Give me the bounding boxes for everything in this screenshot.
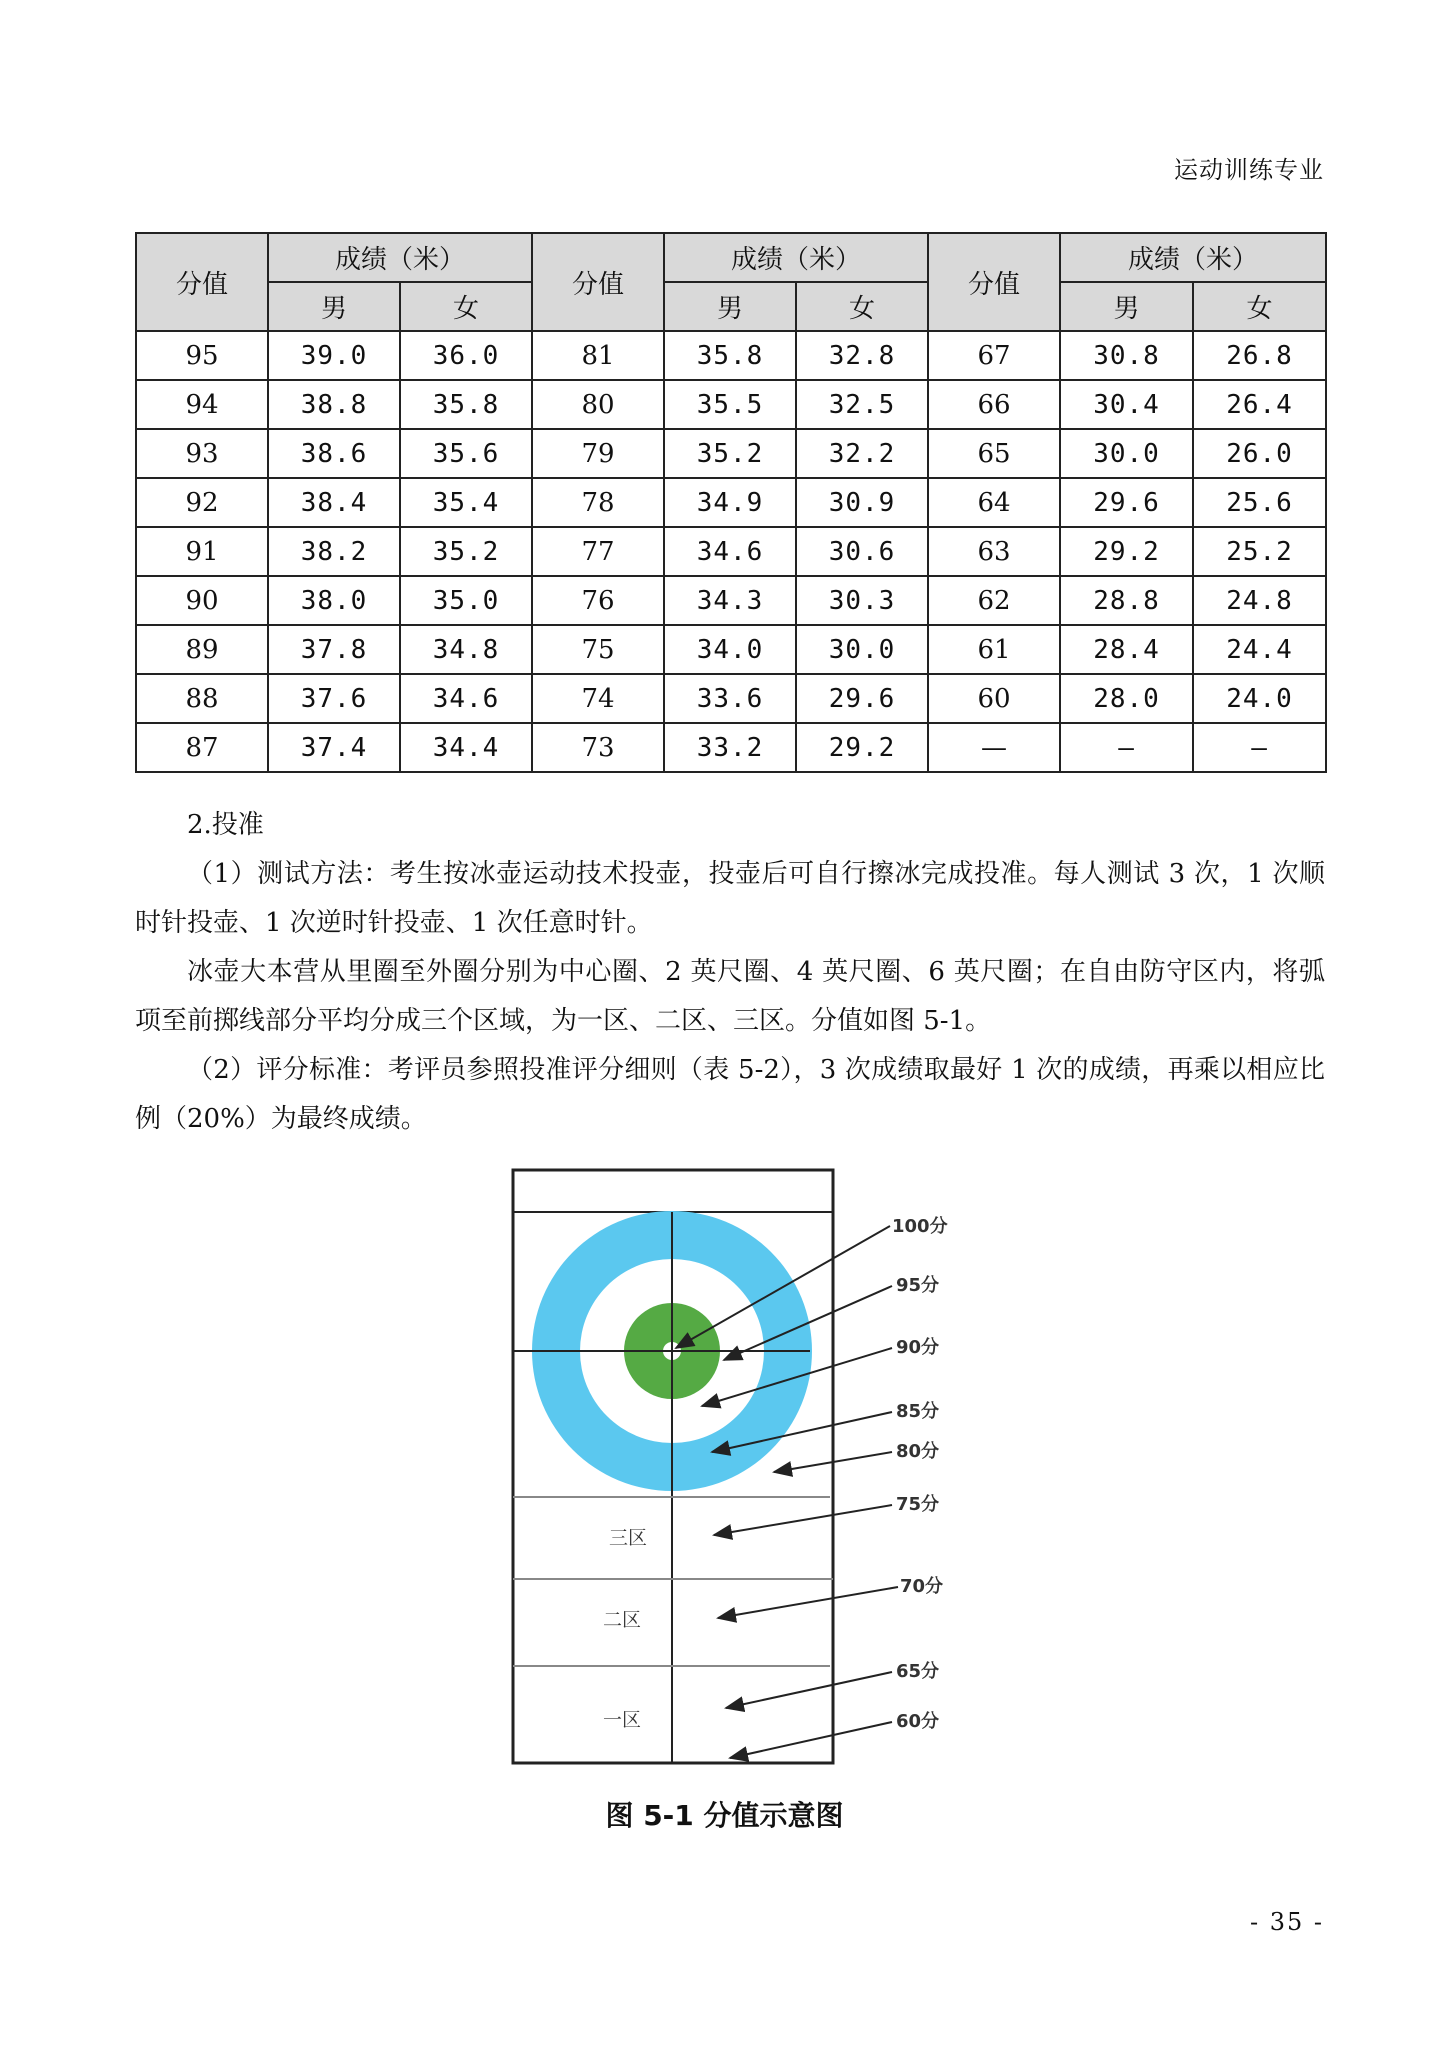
score-header: 分值 [136, 233, 268, 331]
female-cell: — [1193, 723, 1326, 772]
score-cell: 89 [136, 625, 268, 674]
male-cell: — [1060, 723, 1193, 772]
female-cell: 24.4 [1193, 625, 1326, 674]
male-cell: 37.4 [268, 723, 400, 772]
score-cell: — [928, 723, 1060, 772]
score-cell: 65 [928, 429, 1060, 478]
male-cell: 38.6 [268, 429, 400, 478]
female-cell: 30.3 [796, 576, 928, 625]
table-row [136, 723, 1326, 772]
table-row [136, 478, 1326, 527]
female-cell: 30.9 [796, 478, 928, 527]
score-cell: 78 [532, 478, 664, 527]
male-header: 男 [1060, 282, 1193, 331]
score-cell: 67 [928, 331, 1060, 380]
header-title: 运动训练专业 [1174, 156, 1324, 184]
male-cell: 35.8 [664, 331, 796, 380]
curling-score-diagram [500, 1160, 980, 1770]
female-cell: 34.4 [400, 723, 532, 772]
paragraph-scoring: （2）评分标准：考评员参照投准评分细则（表 5-2），3 次成绩取最好 1 次的成绩，再乘以相应比例（20%）为最终成绩。 [135, 1055, 1325, 1134]
female-cell: 34.6 [400, 674, 532, 723]
score-cell: 95 [136, 331, 268, 380]
score-cell: 87 [136, 723, 268, 772]
paragraph-house-zones: 冰壶大本营从里圈至外圈分别为中心圈、2 英尺圈、4 英尺圈、6 英尺圈；在自由防守区内，将弧项至前掷线部分平均分成三个区域，为一区、二区、三区。分值如图 5-1。 [135, 957, 1325, 1036]
male-cell: 38.4 [268, 478, 400, 527]
female-cell: 36.0 [400, 331, 532, 380]
score-cell: 92 [136, 478, 268, 527]
label-90: 90分 [896, 1337, 940, 1358]
male-cell: 34.3 [664, 576, 796, 625]
male-cell: 29.6 [1060, 478, 1193, 527]
female-cell: 30.6 [796, 527, 928, 576]
score-header: 分值 [928, 233, 1060, 331]
score-cell: 73 [532, 723, 664, 772]
male-cell: 29.2 [1060, 527, 1193, 576]
male-cell: 39.0 [268, 331, 400, 380]
female-cell: 26.4 [1193, 380, 1326, 429]
score-cell: 94 [136, 380, 268, 429]
label-100: 100分 [892, 1216, 948, 1237]
score-cell: 75 [532, 625, 664, 674]
female-cell: 32.5 [796, 380, 928, 429]
male-cell: 33.2 [664, 723, 796, 772]
female-cell: 24.0 [1193, 674, 1326, 723]
male-cell: 34.6 [664, 527, 796, 576]
male-cell: 38.0 [268, 576, 400, 625]
female-header: 女 [400, 282, 532, 331]
result-header: 成绩（米） [1060, 233, 1326, 282]
paragraph-test-method: （1）测试方法：考生按冰壶运动技术投壶，投壶后可自行擦冰完成投准。每人测试 3 次，1 次顺时针投壶、1 次逆时针投壶、1 次任意时针。 [135, 859, 1325, 938]
male-cell: 28.4 [1060, 625, 1193, 674]
male-cell: 30.8 [1060, 331, 1193, 380]
male-cell: 38.2 [268, 527, 400, 576]
section-body [135, 801, 1325, 1144]
female-cell: 32.2 [796, 429, 928, 478]
table-row [136, 576, 1326, 625]
female-header: 女 [796, 282, 928, 331]
score-cell: 80 [532, 380, 664, 429]
score-cell: 93 [136, 429, 268, 478]
label-70: 70分 [900, 1576, 944, 1597]
male-cell: 37.8 [268, 625, 400, 674]
score-cell: 79 [532, 429, 664, 478]
female-cell: 35.4 [400, 478, 532, 527]
result-header: 成绩（米） [268, 233, 532, 282]
zone-1-label: 一区 [602, 1709, 642, 1731]
female-cell: 25.2 [1193, 527, 1326, 576]
score-cell: 64 [928, 478, 1060, 527]
table-row [136, 527, 1326, 576]
male-cell: 30.4 [1060, 380, 1193, 429]
female-cell: 26.8 [1193, 331, 1326, 380]
section-heading: 2.投准 [187, 810, 264, 840]
female-cell: 24.8 [1193, 576, 1326, 625]
male-cell: 38.8 [268, 380, 400, 429]
male-cell: 30.0 [1060, 429, 1193, 478]
male-cell: 34.9 [664, 478, 796, 527]
label-75: 75分 [896, 1494, 940, 1515]
female-cell: 29.2 [796, 723, 928, 772]
female-cell: 29.6 [796, 674, 928, 723]
score-cell: 88 [136, 674, 268, 723]
figure-caption: 图 5-1 分值示意图 [605, 1799, 844, 1832]
male-cell: 35.5 [664, 380, 796, 429]
female-cell: 35.8 [400, 380, 532, 429]
female-cell: 35.0 [400, 576, 532, 625]
score-cell: 77 [532, 527, 664, 576]
score-cell: 61 [928, 625, 1060, 674]
label-85: 85分 [896, 1401, 940, 1422]
female-header: 女 [1193, 282, 1326, 331]
label-95: 95分 [896, 1275, 940, 1296]
zone-2-label: 二区 [602, 1609, 642, 1631]
table-row [136, 429, 1326, 478]
female-cell: 32.8 [796, 331, 928, 380]
label-80: 80分 [896, 1441, 940, 1462]
score-cell: 90 [136, 576, 268, 625]
female-cell: 26.0 [1193, 429, 1326, 478]
diagram-svg [500, 1160, 980, 1770]
male-cell: 37.6 [268, 674, 400, 723]
table-row [136, 331, 1326, 380]
male-cell: 35.2 [664, 429, 796, 478]
score-cell: 74 [532, 674, 664, 723]
male-cell: 34.0 [664, 625, 796, 674]
female-cell: 35.2 [400, 527, 532, 576]
table-row [136, 380, 1326, 429]
male-cell: 28.8 [1060, 576, 1193, 625]
score-header: 分值 [532, 233, 664, 331]
score-cell: 66 [928, 380, 1060, 429]
page-number: - 35 - [1249, 1908, 1324, 1936]
male-cell: 28.0 [1060, 674, 1193, 723]
female-cell: 25.6 [1193, 478, 1326, 527]
male-header: 男 [664, 282, 796, 331]
male-header: 男 [268, 282, 400, 331]
table-row [136, 674, 1326, 723]
score-cell: 63 [928, 527, 1060, 576]
score-cell: 62 [928, 576, 1060, 625]
result-header: 成绩（米） [664, 233, 928, 282]
score-cell: 60 [928, 674, 1060, 723]
label-60: 60分 [896, 1711, 940, 1732]
score-cell: 81 [532, 331, 664, 380]
female-cell: 35.6 [400, 429, 532, 478]
male-cell: 33.6 [664, 674, 796, 723]
zone-3-label: 三区 [608, 1527, 648, 1549]
score-cell: 76 [532, 576, 664, 625]
score-table [135, 232, 1327, 773]
female-cell: 30.0 [796, 625, 928, 674]
score-cell: 91 [136, 527, 268, 576]
table-row [136, 625, 1326, 674]
female-cell: 34.8 [400, 625, 532, 674]
label-65: 65分 [896, 1661, 940, 1682]
